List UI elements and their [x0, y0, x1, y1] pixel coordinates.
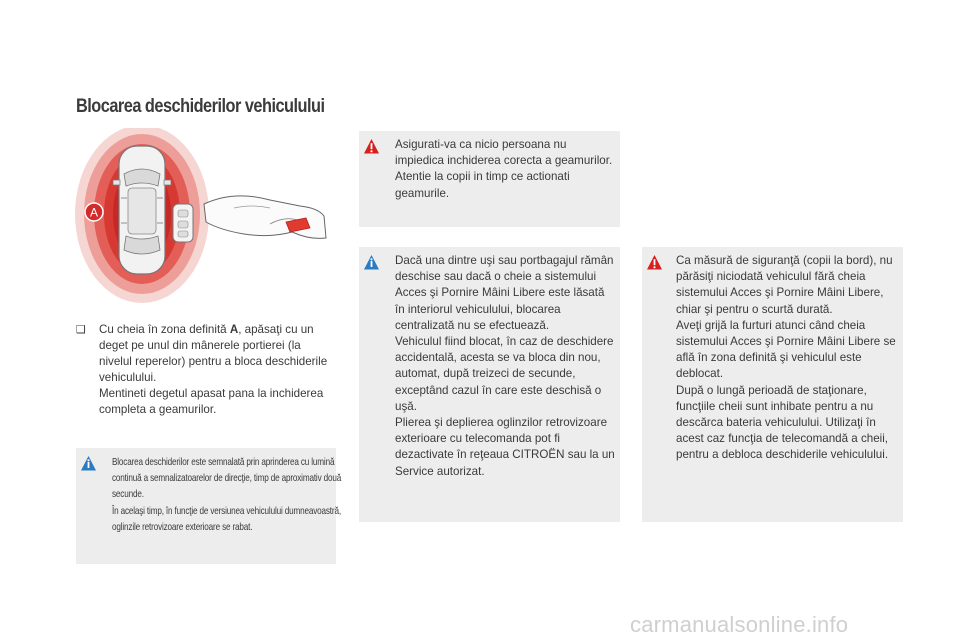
warning-icon [646, 254, 663, 271]
checkbox-bullet-icon: ❑ [76, 324, 86, 336]
key-fob [173, 204, 193, 242]
info-icon [363, 254, 380, 271]
vehicle-illustration [74, 128, 336, 308]
info-icon [80, 455, 97, 472]
info-note-text: Blocarea deschiderilor este semnalată prin aprinderea cu lumină continuă a semnalizatoarelor de direcţie, timp de aproximativ două secunde. În acelaşi timp, în funcţie de versiunea vehiculului dumneavoastră, oglinzile retrovizoare exterioare se rabat. [112, 457, 342, 533]
instruction-text: Cu cheia în zona definită A, apăsaţi cu un deget pe unul din mânerele portierei (la nivelul reperelor) pentru a bloca deschiderile vehiculului. Mentineti degetul apasat pana la inchiderea completa a geamurilor. [99, 323, 328, 416]
watermark: carmanualsonline.info [630, 612, 849, 637]
warning-key-safety [642, 247, 903, 522]
instruction-step [76, 322, 336, 418]
info-central-locking [359, 247, 620, 522]
warning-key-safety-text: Ca măsură de siguranţă (copii la bord), nu părăsiţi niciodată vehiculul fără cheia sistemului Acces şi Pornire Mâini Libere, chiar şi pentru o scurtă durată. Aveţi grijă la furturi atunci când cheia sistemului Acces şi Pornire Mâini Libere se află în zona definită şi vehiculul este deblocat. După o lungă perioadă de staţionare, funcţiile cheii sunt inhibate pentru a nu descărca bateria vehiculului. Utilizaţi în acest caz funcţia de telecomandă a cheii, pentru a debloca deschiderile vehiculului. [676, 254, 896, 462]
info-note-locking-signal [76, 448, 342, 564]
page-title: Blocarea deschiderilor vehiculului [76, 96, 325, 117]
warning-icon [363, 138, 380, 155]
zone-a-marker [85, 203, 103, 221]
warning-windows [359, 131, 620, 227]
zone-a-label: A [89, 205, 99, 220]
hand-on-door-handle [204, 196, 326, 239]
car-top-view [113, 146, 171, 274]
warning-windows-text: Asigurati-va ca nicio persoana nu impiedica inchiderea corecta a geamurilor. Atentie la copii in timp ce actionati geamurile. [395, 138, 613, 200]
info-central-locking-text: Dacă una dintre uşi sau portbagajul rămân deschise sau dacă o cheie a sistemului Acces şi Pornire Mâini Libere este lăsată în interiorul vehiculului, blocarea centralizată nu se efectuează. Vehiculul fiind blocat, în caz de deschidere accidentală, acesta se va bloca din nou, automat, după treizeci de secunde, exceptând cazul în care este deschisă o uşă. Plierea şi deplierea oglinzilor retrovizoare exterioare cu telecomanda pot fi dezactivate în reţeaua CITROËN sau la un Service autorizat. [395, 254, 615, 478]
